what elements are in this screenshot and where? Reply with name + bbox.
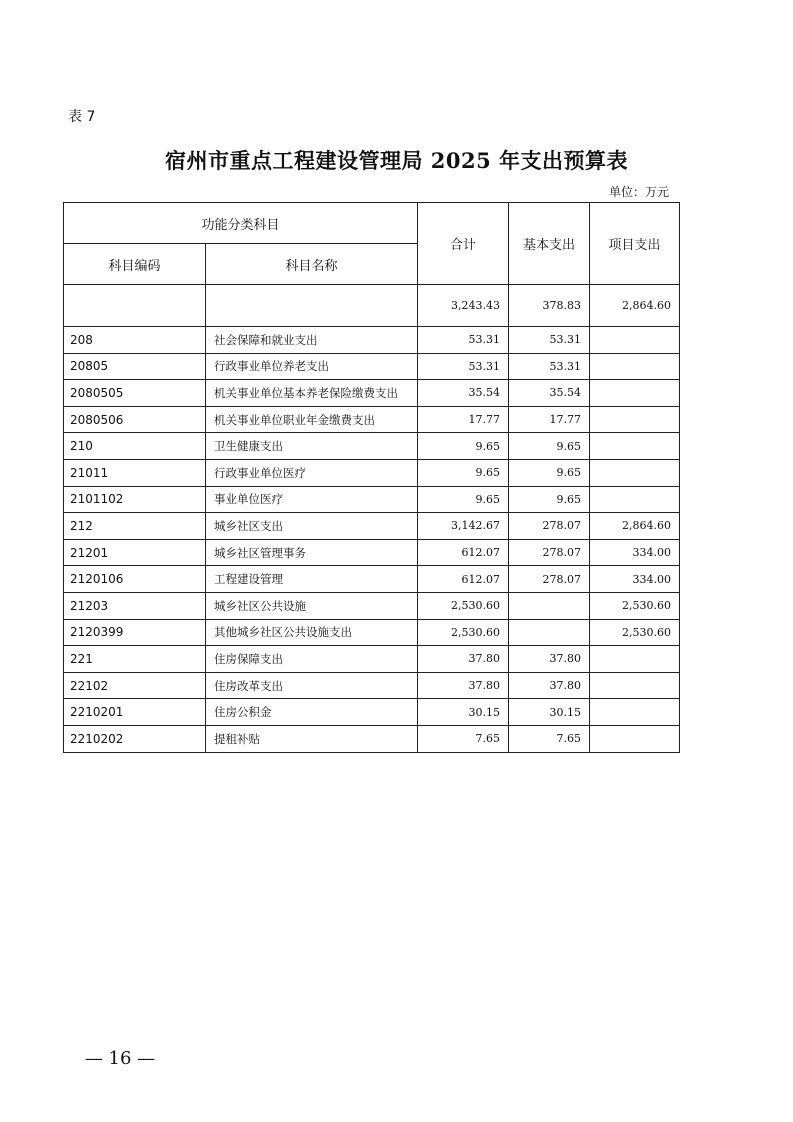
- cell-total: 9.65: [418, 433, 509, 460]
- total-code-cell: [64, 285, 206, 327]
- header-basic: 基本支出: [509, 203, 590, 285]
- total-total-cell: 3,243.43: [418, 285, 509, 327]
- table-row: [64, 406, 680, 433]
- cell-basic: 9.65: [509, 486, 590, 513]
- page-title: 宿州市重点工程建设管理局 2025 年支出预算表: [164, 148, 629, 173]
- total-name-cell: [206, 285, 418, 327]
- cell-code: 208: [64, 327, 206, 354]
- cell-code: 2210202: [64, 725, 206, 752]
- cell-code: 22102: [64, 672, 206, 699]
- cell-basic: 278.07: [509, 566, 590, 593]
- cell-total: 53.31: [418, 353, 509, 380]
- table-row: [64, 646, 680, 673]
- cell-name: 社会保障和就业支出: [206, 327, 418, 354]
- cell-code: 2101102: [64, 486, 206, 513]
- header-code: 科目编码: [64, 244, 206, 285]
- cell-basic: 37.80: [509, 672, 590, 699]
- cell-total: 3,142.67: [418, 513, 509, 540]
- cell-total: 612.07: [418, 539, 509, 566]
- cell-project: [590, 327, 680, 354]
- cell-basic: 53.31: [509, 353, 590, 380]
- header-project: 项目支出: [590, 203, 680, 285]
- cell-code: 2210201: [64, 699, 206, 726]
- table-row: [64, 459, 680, 486]
- cell-project: [590, 672, 680, 699]
- cell-name: 卫生健康支出: [206, 433, 418, 460]
- cell-basic: 35.54: [509, 380, 590, 407]
- cell-project: [590, 459, 680, 486]
- budget-table: [63, 202, 680, 753]
- table-row: [64, 619, 680, 646]
- table-row: [64, 353, 680, 380]
- cell-name: 事业单位医疗: [206, 486, 418, 513]
- table-row: [64, 725, 680, 752]
- table-label: 表 7: [68, 109, 96, 125]
- cell-name: 住房改革支出: [206, 672, 418, 699]
- table-row: [64, 539, 680, 566]
- cell-code: 21011: [64, 459, 206, 486]
- cell-name: 城乡社区支出: [206, 513, 418, 540]
- cell-project: [590, 725, 680, 752]
- cell-total: 9.65: [418, 459, 509, 486]
- cell-name: 其他城乡社区公共设施支出: [206, 619, 418, 646]
- cell-name: 机关事业单位职业年金缴费支出: [206, 406, 418, 433]
- cell-basic: 278.07: [509, 539, 590, 566]
- cell-total: 2,530.60: [418, 619, 509, 646]
- cell-total: 30.15: [418, 699, 509, 726]
- cell-code: 2080505: [64, 380, 206, 407]
- cell-project: [590, 406, 680, 433]
- cell-total: 53.31: [418, 327, 509, 354]
- cell-name: 行政事业单位养老支出: [206, 353, 418, 380]
- header-total: 合计: [418, 203, 509, 285]
- cell-name: 工程建设管理: [206, 566, 418, 593]
- cell-project: [590, 486, 680, 513]
- cell-name: 城乡社区管理事务: [206, 539, 418, 566]
- cell-total: 35.54: [418, 380, 509, 407]
- cell-basic: 278.07: [509, 513, 590, 540]
- cell-basic: 17.77: [509, 406, 590, 433]
- cell-code: 2120106: [64, 566, 206, 593]
- table-row: [64, 380, 680, 407]
- cell-basic: 53.31: [509, 327, 590, 354]
- cell-basic: 30.15: [509, 699, 590, 726]
- table-row: [64, 672, 680, 699]
- cell-code: 221: [64, 646, 206, 673]
- total-basic-cell: 378.83: [509, 285, 590, 327]
- cell-total: 612.07: [418, 566, 509, 593]
- header-function-category: 功能分类科目: [64, 203, 418, 244]
- cell-project: 334.00: [590, 566, 680, 593]
- cell-total: 37.80: [418, 672, 509, 699]
- cell-project: 2,530.60: [590, 592, 680, 619]
- cell-basic: [509, 592, 590, 619]
- cell-total: 37.80: [418, 646, 509, 673]
- cell-code: 2120399: [64, 619, 206, 646]
- cell-project: [590, 646, 680, 673]
- cell-basic: 37.80: [509, 646, 590, 673]
- table-row: [64, 699, 680, 726]
- total-row: [64, 285, 680, 327]
- cell-project: 2,530.60: [590, 619, 680, 646]
- cell-code: 21201: [64, 539, 206, 566]
- cell-project: [590, 433, 680, 460]
- cell-basic: [509, 619, 590, 646]
- cell-code: 212: [64, 513, 206, 540]
- cell-basic: 9.65: [509, 459, 590, 486]
- table-row: [64, 433, 680, 460]
- cell-code: 21203: [64, 592, 206, 619]
- table-row: [64, 486, 680, 513]
- cell-basic: 9.65: [509, 433, 590, 460]
- page-number: — 16 —: [84, 1048, 156, 1069]
- cell-total: 7.65: [418, 725, 509, 752]
- table-row: [64, 566, 680, 593]
- cell-name: 住房保障支出: [206, 646, 418, 673]
- cell-code: 20805: [64, 353, 206, 380]
- cell-project: [590, 699, 680, 726]
- table-row: [64, 513, 680, 540]
- cell-project: [590, 380, 680, 407]
- cell-total: 17.77: [418, 406, 509, 433]
- cell-name: 行政事业单位医疗: [206, 459, 418, 486]
- cell-project: [590, 353, 680, 380]
- cell-name: 住房公积金: [206, 699, 418, 726]
- cell-basic: 7.65: [509, 725, 590, 752]
- total-project-cell: 2,864.60: [590, 285, 680, 327]
- cell-code: 2080506: [64, 406, 206, 433]
- cell-project: 2,864.60: [590, 513, 680, 540]
- cell-name: 城乡社区公共设施: [206, 592, 418, 619]
- cell-total: 9.65: [418, 486, 509, 513]
- cell-total: 2,530.60: [418, 592, 509, 619]
- cell-name: 提租补贴: [206, 725, 418, 752]
- cell-code: 210: [64, 433, 206, 460]
- table-row: [64, 592, 680, 619]
- cell-project: 334.00: [590, 539, 680, 566]
- header-name: 科目名称: [206, 244, 418, 285]
- cell-name: 机关事业单位基本养老保险缴费支出: [206, 380, 418, 407]
- table-row: [64, 327, 680, 354]
- unit-label: 单位：万元: [608, 185, 669, 199]
